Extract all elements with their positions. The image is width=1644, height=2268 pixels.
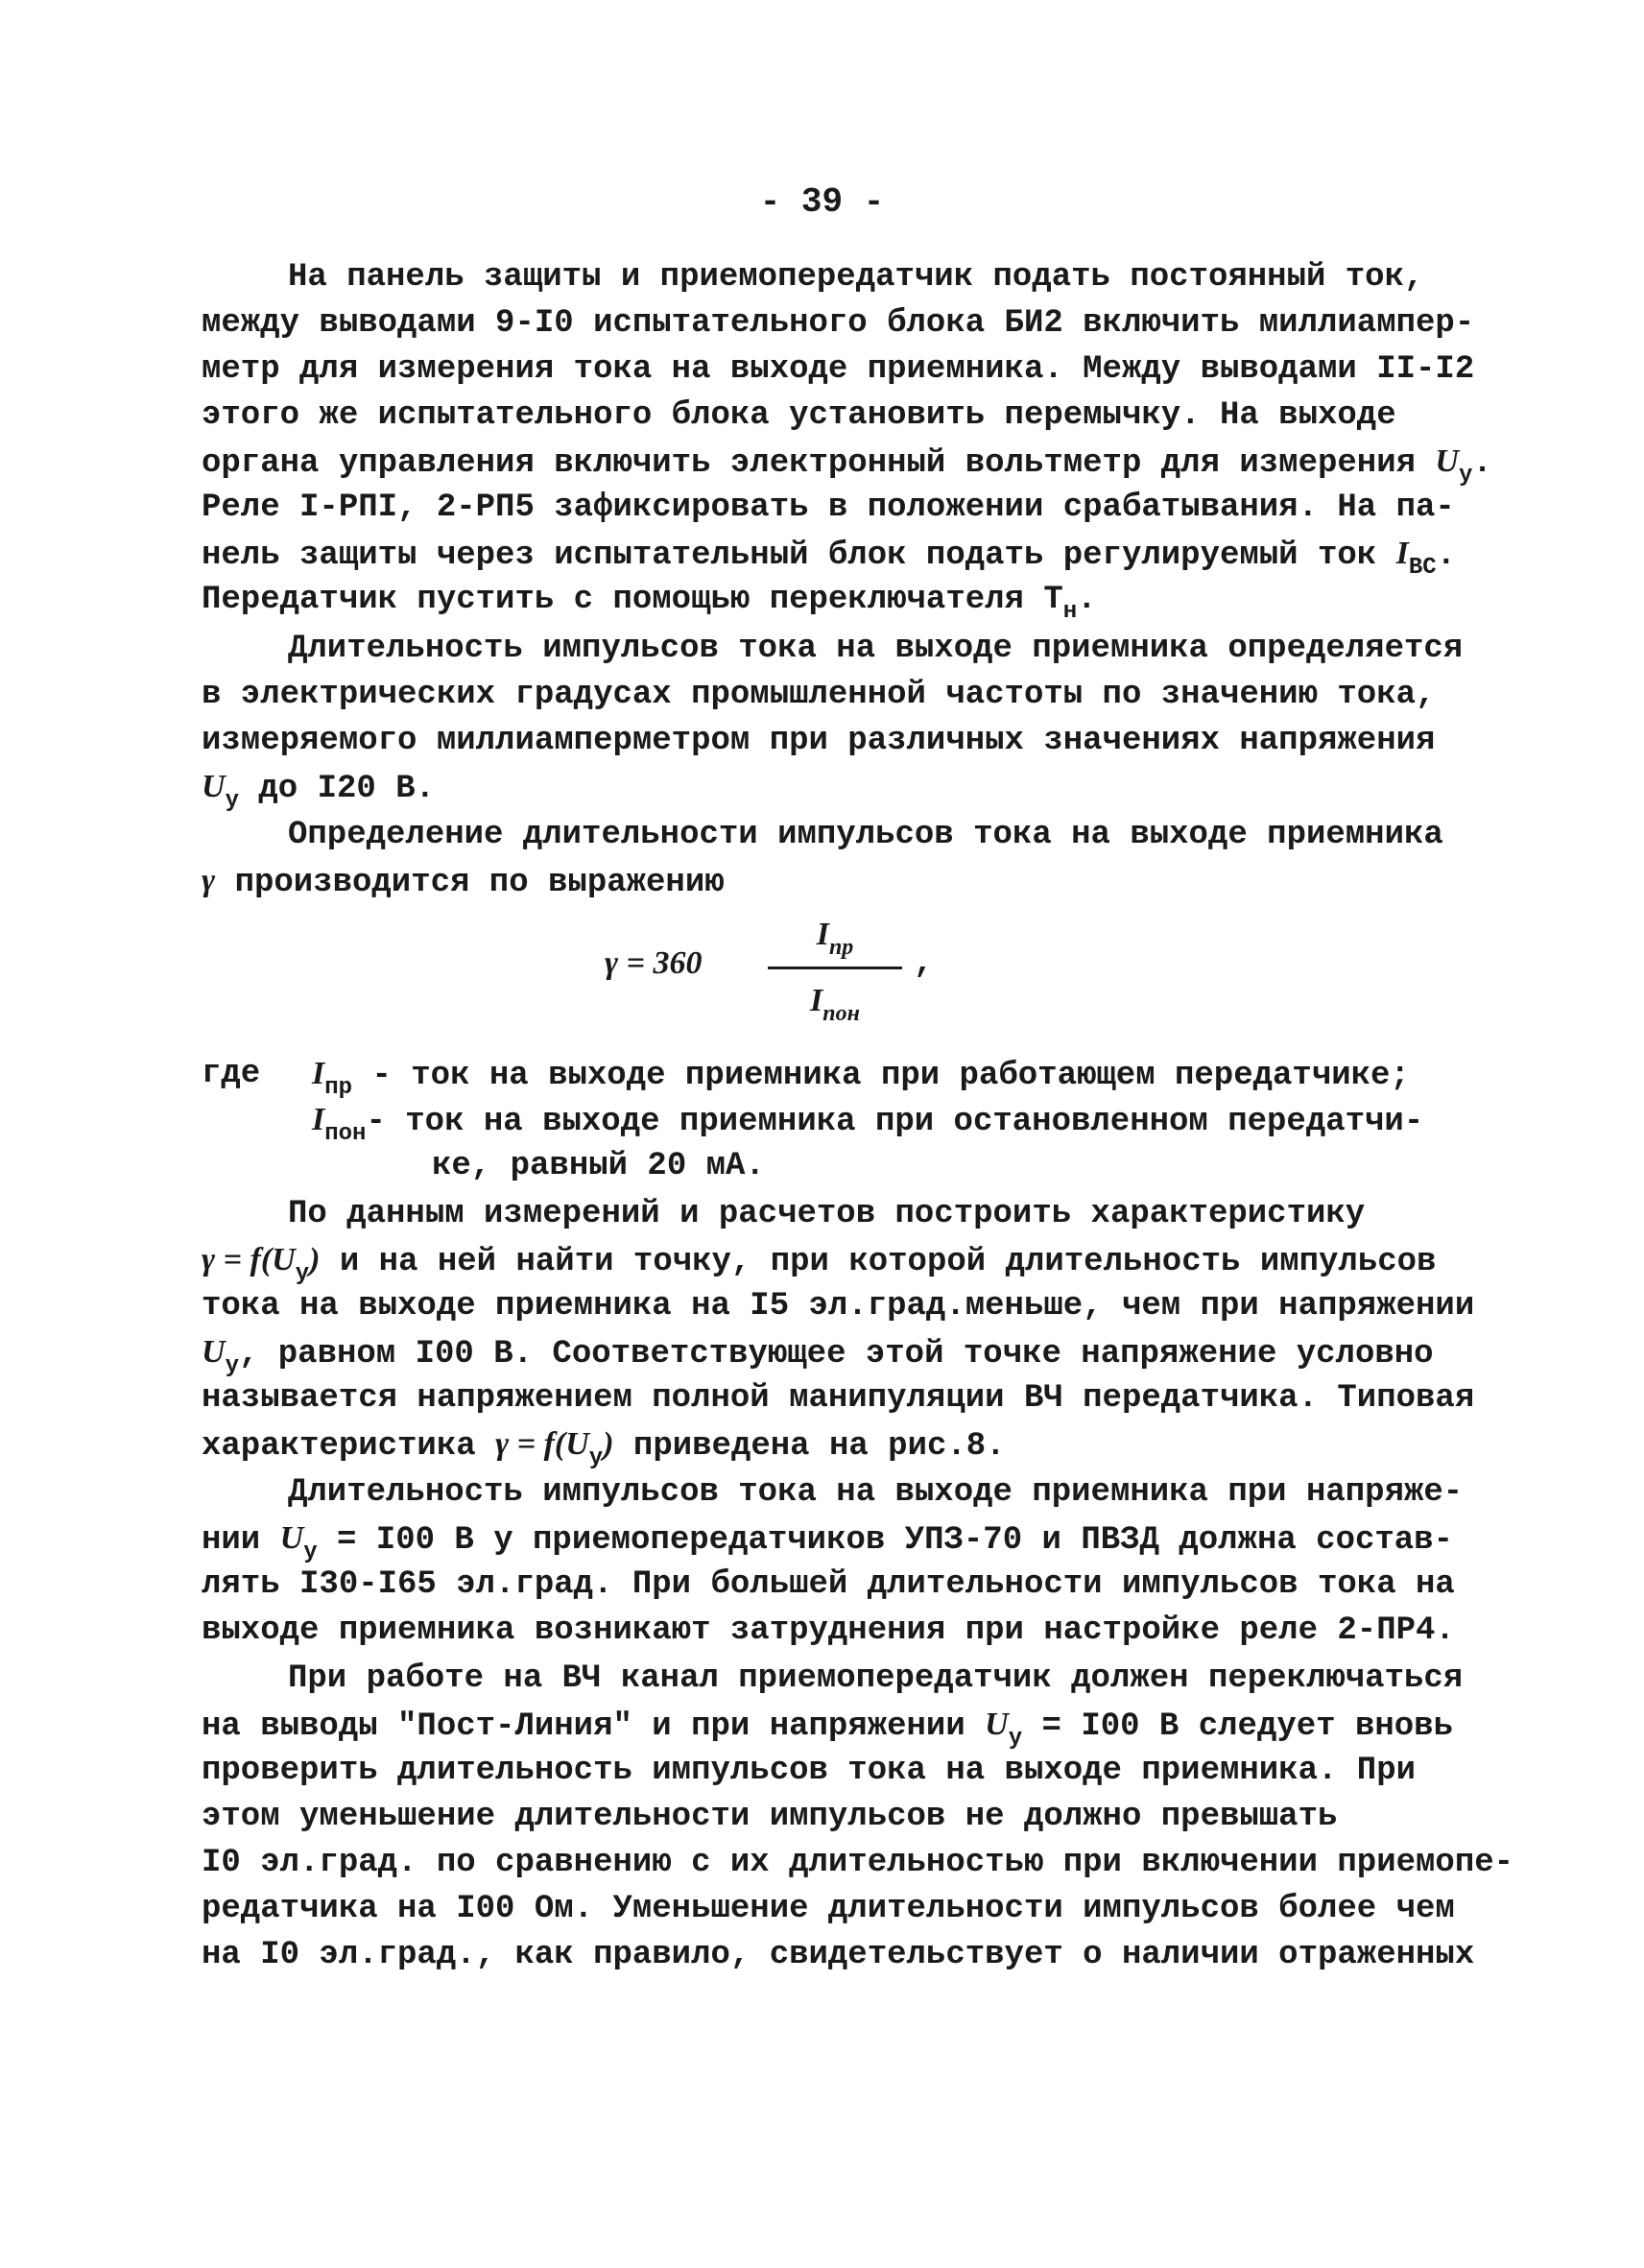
page-number: - 39 -	[759, 182, 885, 222]
text-line: Определение длительности импульсов тока на выходе приемника	[288, 817, 1443, 853]
text-line: нии $U_у = I00$ В у приемопередатчиков УПЗ-70 и ПВЗД должна состав-	[202, 1520, 1453, 1565]
formula-fraction	[768, 907, 902, 1029]
text-line: органа управления включить электронный вольтметр для измерения $U_у$.	[202, 443, 1492, 489]
text-line: $\gamma = f(U_у)$ и на ней найти точку, при которой длительность импульсов	[202, 1242, 1437, 1287]
gamma-formula	[605, 907, 950, 1032]
text-line: редатчика на I00 Ом. Уменьшение длительности импульсов более чем	[202, 1891, 1455, 1927]
text-line: метр для измерения тока на выходе приемника. Между выводами II-I2	[202, 351, 1475, 388]
text-line: называется напряжением полной манипуляции ВЧ передатчика. Типовая	[202, 1380, 1475, 1417]
text-line: По данным измерений и расчетов построить характеристику	[288, 1196, 1366, 1232]
formula-numerator: $I_{пр}$	[816, 917, 854, 960]
text-line: в электрических градусах промышленной частоты по значению тока,	[202, 677, 1436, 713]
text-line: нель защиты через испытательный блок подать регулируемый ток $I_{ВС}$.	[202, 536, 1457, 581]
text-line: тока на выходе приемника на I5 эл.град.меньше, чем при напряжении	[202, 1288, 1475, 1325]
fraction-bar	[768, 967, 902, 969]
definition-line: ке, равный 20 мА.	[432, 1148, 765, 1184]
definition-line: $I_{пр}$ - ток на выходе приемника при работающем передатчике;	[312, 1056, 1410, 1101]
text-line: между выводами 9-I0 испытательного блока БИ2 включить миллиампер-	[202, 305, 1475, 342]
text-line: γ производится по выражению	[202, 863, 725, 901]
text-line: I0 эл.град. по сравнению с их длительностью при включении приемопе-	[202, 1845, 1514, 1881]
text-line: Реле I-РПI, 2-РП5 зафиксировать в положении срабатывания. На па-	[202, 489, 1455, 526]
text-line: выходе приемника возникают затруднения при настройке реле 2-ПР4.	[202, 1612, 1455, 1649]
formula-comma: ,	[914, 945, 934, 982]
text-line: характеристика $\gamma = f(U_у)$ приведена на рис.8.	[202, 1426, 1006, 1471]
text-line: На панель защиты и приемопередатчик подать постоянный ток,	[288, 259, 1424, 296]
text-line: Передатчик пустить с помощью переключателя $Т_н$.	[202, 582, 1097, 625]
definition-line: $I_{пон}-$ ток на выходе приемника при остановленном передатчи-	[312, 1102, 1424, 1147]
text-line: измеряемого миллиамперметром при различных значениях напряжения	[202, 723, 1436, 759]
text-line: Длительность импульсов тока на выходе приемника определяется	[288, 631, 1464, 667]
text-line: При работе на ВЧ канал приемопередатчик должен переключаться	[288, 1660, 1464, 1697]
text-line: Длительность импульсов тока на выходе приемника при напряже-	[288, 1474, 1464, 1511]
text-line: этого же испытательного блока установить перемычку. На выходе	[202, 397, 1396, 434]
where-label: где	[202, 1056, 261, 1092]
text-line: на I0 эл.град., как правило, свидетельствует о наличии отраженных	[202, 1937, 1475, 1973]
text-line: $U_у$, равном I00 В. Соответствующее этой точке напряжение условно	[202, 1334, 1434, 1379]
text-line: $U_у$ до I20 В.	[202, 769, 436, 814]
text-line: проверить длительность импульсов тока на выходе приемника. При	[202, 1753, 1417, 1789]
text-line: лять I30-I65 эл.град. При большей длительности импульсов тока на	[202, 1566, 1455, 1603]
text-line: этом уменьшение длительности импульсов не должно превышать	[202, 1799, 1338, 1835]
formula-denominator: $I_{пон}$	[810, 983, 860, 1026]
text-line: на выводы "Пост-Линия" и при напряжении $U_у = I00$ В следует вновь	[202, 1707, 1453, 1752]
formula-lhs: γ = 360	[605, 945, 703, 981]
